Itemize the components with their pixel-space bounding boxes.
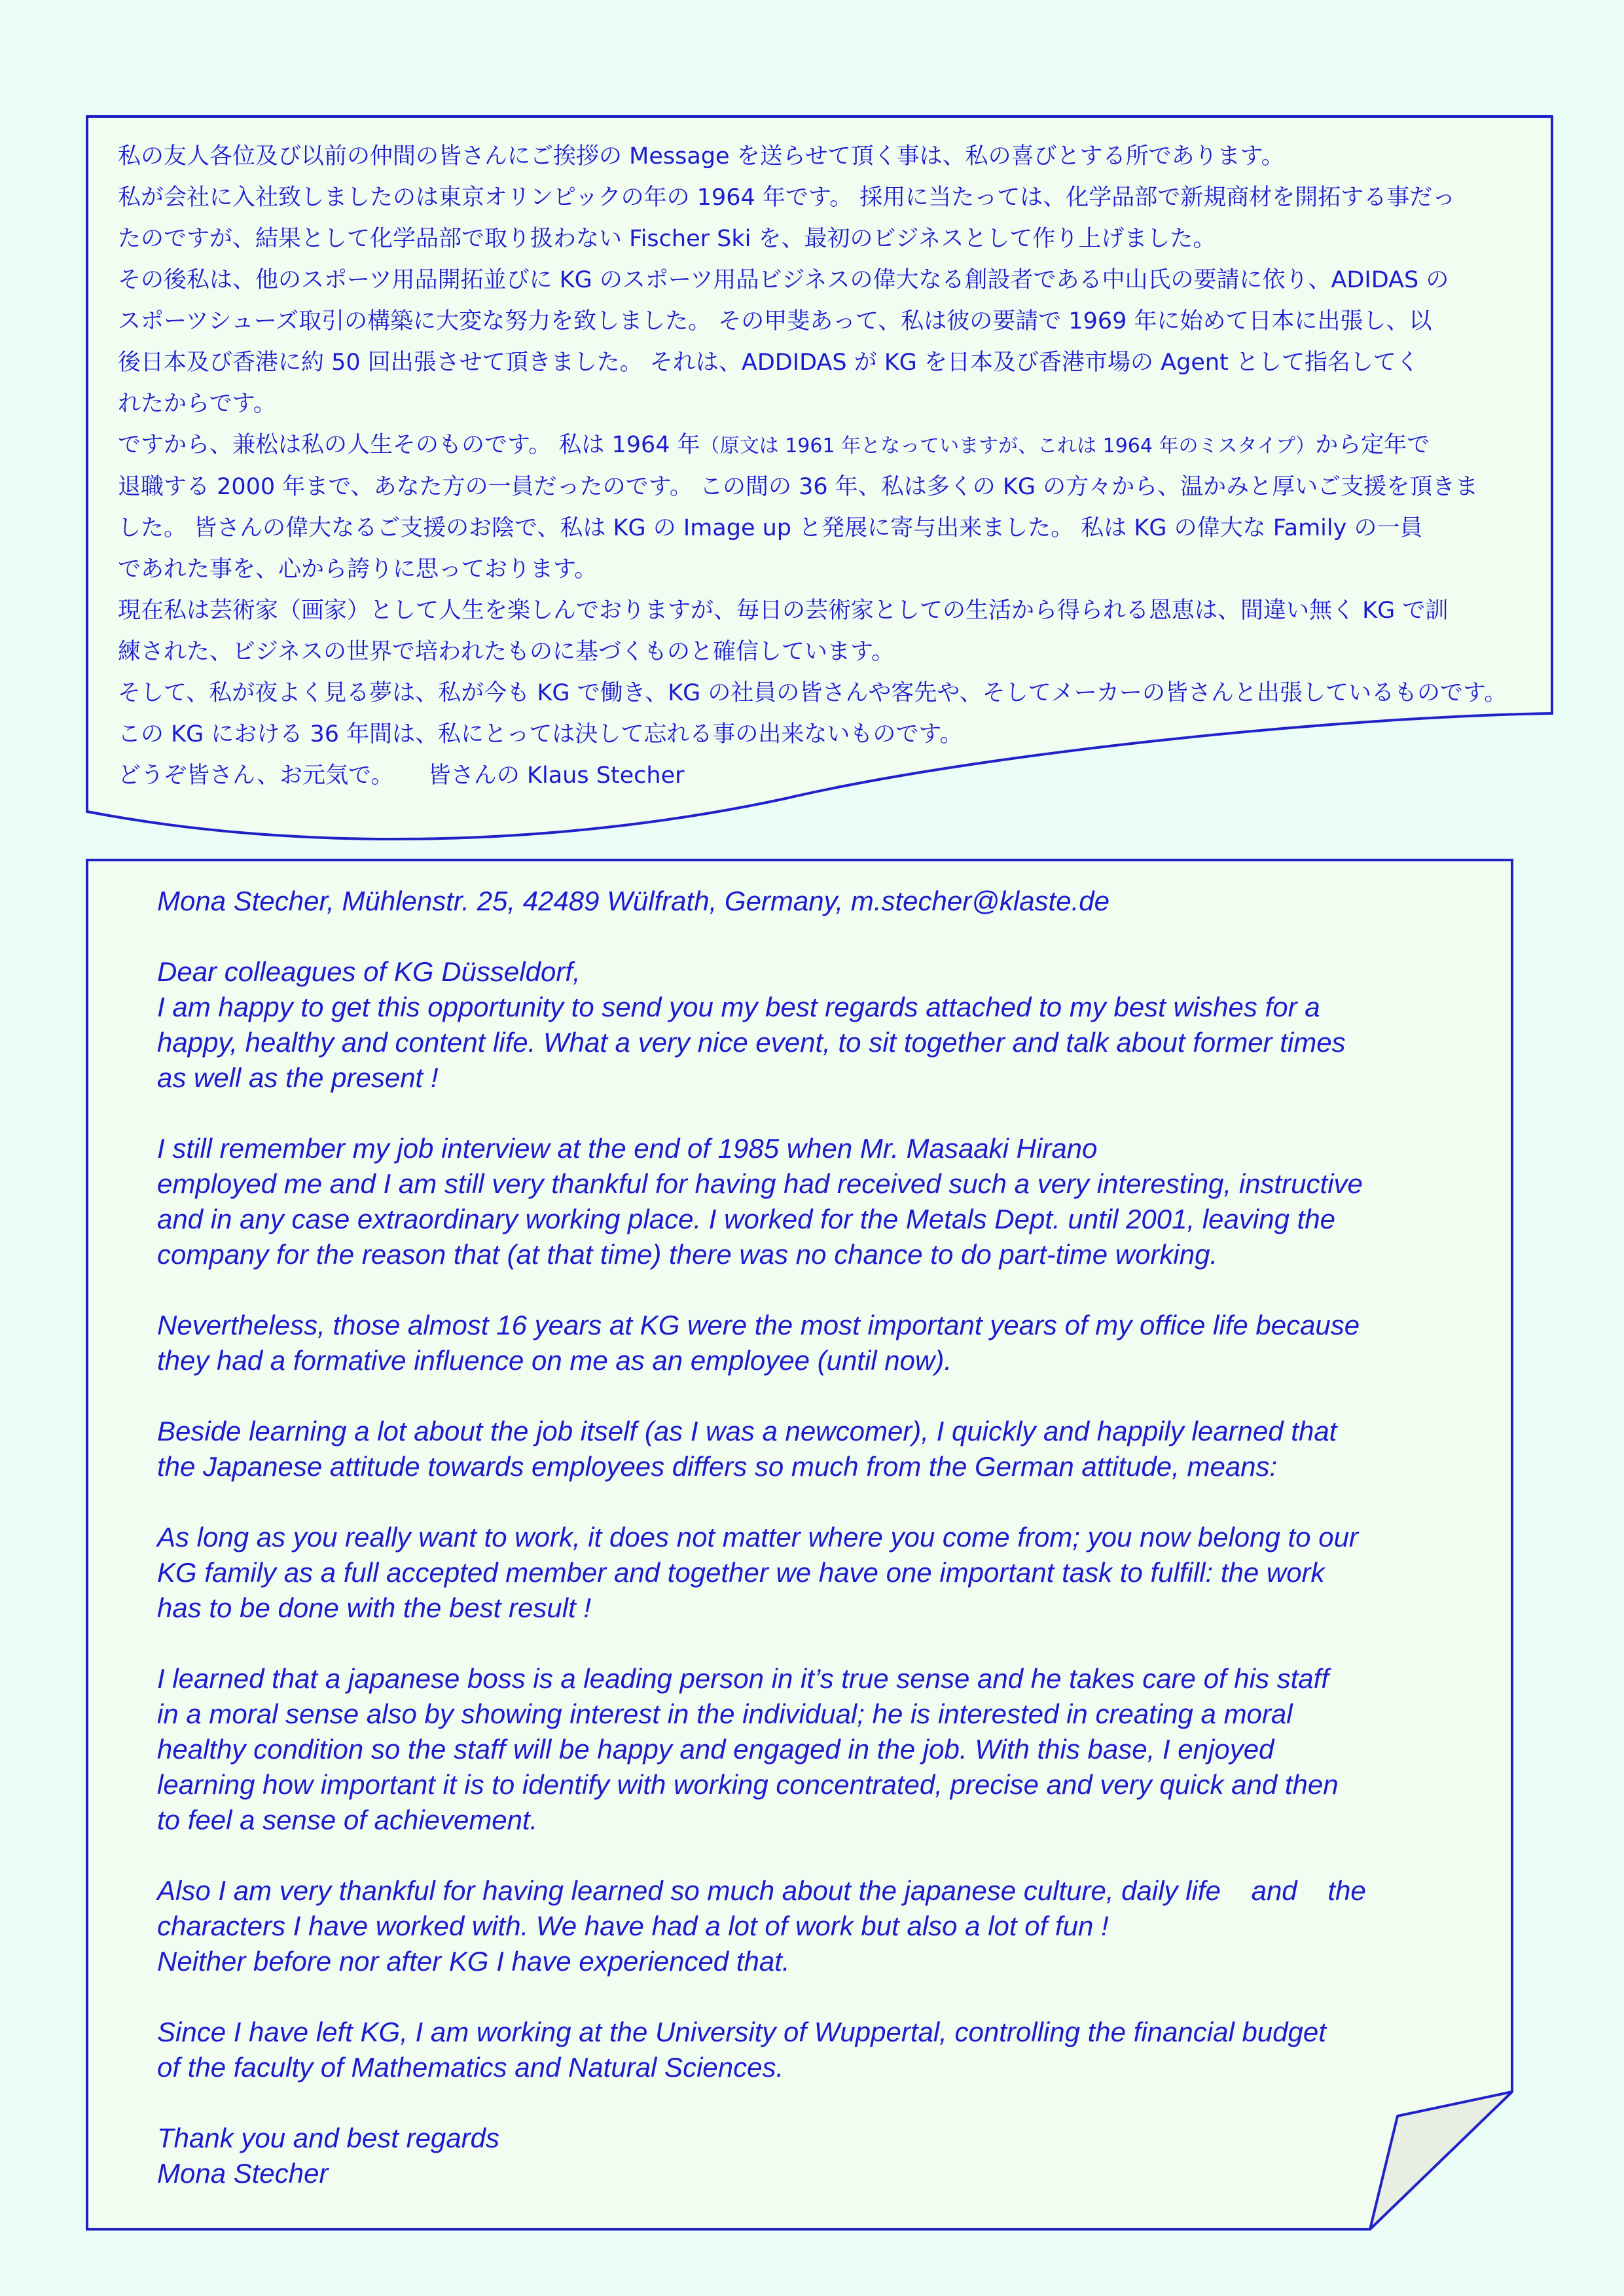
jp-line: たのですが、結果として化学品部で取り扱わない Fischer Ski を、最初のビジネスとして作り上げました。 <box>118 226 1216 252</box>
letter-line: employed me and I am still very thankful for having had received such a very interesting, instructive <box>157 1168 1363 1199</box>
jp-correction-note: （原文は 1961 年となっていますが、これは 1964 年のミスタイプ） <box>700 435 1316 457</box>
jp-line-part: から定年で <box>1315 432 1430 458</box>
paragraph-gap <box>157 1484 1466 1520</box>
jp-line <box>118 425 1519 467</box>
jp-line: 現在私は芸術家（画家）として人生を楽しんでおりますが、毎日の芸術家としての生活から得られる恩恵は、間違い無く KG で訓 <box>118 598 1449 624</box>
letter-line: company for the reason that (at that time) there was no chance to do part-time working. <box>157 1239 1218 1270</box>
jp-line: 後日本及び香港に約 50 回出張させて頂きました。 それは、ADDIDAS が KG を日本及び香港市場の Agent として指名してく <box>118 350 1419 376</box>
letter-line: Since I have left KG, I am working at the University of Wuppertal, controlling the financial budget <box>157 2017 1326 2047</box>
letter-line: healthy condition so the staff will be happy and engaged in the job. With this base, I enjoyed <box>157 1734 1274 1765</box>
letter-line: I am happy to get this opportunity to send you my best regards attached to my best wishes for a <box>157 992 1320 1022</box>
letter-line: has to be done with the best result ! <box>157 1592 592 1623</box>
letter-line: and in any case extraordinary working place. I worked for the Metals Dept. until 2001, leaving the <box>157 1204 1335 1234</box>
letter-line: to feel a sense of achievement. <box>157 1804 538 1835</box>
letter-line: characters I have worked with. We have had a lot of work but also a lot of fun ! <box>157 1910 1109 1941</box>
letter-line: I learned that a japanese boss is a leading person in it’s true sense and he takes care of his staff <box>157 1663 1329 1694</box>
signature-name: Mona Stecher <box>157 2158 329 2189</box>
jp-line: その後私は、他のスポーツ用品開拓並びに KG のスポーツ用品ビジネスの偉大なる創設者である中山氏の要請に依り、ADIDAS の <box>118 267 1449 293</box>
letter-line: Neither before nor after KG I have experienced that. <box>157 1946 790 1977</box>
paragraph-gap <box>157 1626 1466 1661</box>
salutation: Dear colleagues of KG Düsseldorf, <box>157 956 581 987</box>
jp-line: スポーツシューズ取引の構築に大変な努力を致しました。 その甲斐あって、私は彼の要請で 1969 年に始めて日本に出張し、以 <box>118 308 1432 334</box>
jp-line: 退職する 2000 年まで、あなた方の一員だったのです。 この間の 36 年、私は多くの KG の方々から、温かみと厚いご支援を頂きま <box>118 474 1479 500</box>
jp-signature: どうぞ皆さん、お元気で。 皆さんの Klaus Stecher <box>118 762 685 789</box>
letter-line: Nevertheless, those almost 16 years at KG were the most important years of my office life because <box>157 1310 1360 1340</box>
letter-line: learning how important it is to identify with working concentrated, precise and very quick and then <box>157 1769 1339 1800</box>
paragraph-gap <box>157 2085 1466 2121</box>
letter-line: Also I am very thankful for having learned so much about the japanese culture, daily life and the <box>157 1875 1366 1906</box>
paragraph-gap <box>157 1096 1466 1131</box>
letter-line: happy, healthy and content life. What a very nice event, to sit together and talk about former times <box>157 1027 1346 1058</box>
jp-line: そして、私が夜よく見る夢は、私が今も KG で働き、KG の社員の皆さんや客先や、そしてメーカーの皆さんと出張しているものです。 <box>118 680 1507 706</box>
letter-line: the Japanese attitude towards employees differs so much from the German attitude, means: <box>157 1451 1278 1482</box>
jp-line: この KG における 36 年間は、私にとっては決して忘れる事の出来ないものです。 <box>118 721 963 747</box>
jp-line: れたからです。 <box>118 391 276 417</box>
jp-line: であれた事を、心から誇りに思っております。 <box>118 556 598 583</box>
closing: Thank you and best regards <box>157 2123 499 2153</box>
japanese-message <box>118 136 1519 797</box>
jp-line: 私の友人各位及び以前の仲間の皆さんにご挨拶の Message を送らせて頂く事は、私の喜びとする所であります。 <box>118 143 1284 170</box>
letter-line: they had a formative influence on me as an employee (until now). <box>157 1345 952 1376</box>
jp-line: した。 皆さんの偉大なるご支援のお陰で、私は KG の Image up と発展に寄与出来ました。 私は KG の偉大な Family の一員 <box>118 515 1423 541</box>
jp-line: 練された、ビジネスの世界で培われたものに基づくものと確信しています。 <box>118 639 895 665</box>
letter-line: of the faculty of Mathematics and Natural Sciences. <box>157 2052 784 2083</box>
letter-line: in a moral sense also by showing interest in the individual; he is interested in creating a moral <box>157 1698 1293 1729</box>
paragraph-gap <box>157 1979 1466 2015</box>
paragraph-gap <box>157 919 1466 954</box>
jp-line: 私が会社に入社致しましたのは東京オリンピックの年の 1964 年です。 採用に当たっては、化学品部で新規商材を開拓する事だっ <box>118 185 1456 211</box>
letter-line: as well as the present ! <box>157 1062 439 1093</box>
paragraph-gap <box>157 1378 1466 1414</box>
letter-line: Beside learning a lot about the job itself (as I was a newcomer), I quickly and happily learned that <box>157 1416 1337 1446</box>
jp-line-part: ですから、兼松は私の人生そのものです。 私は 1964 年 <box>118 432 700 458</box>
letter-line: As long as you really want to work, it does not matter where you come from; you now belong to our <box>157 1522 1358 1552</box>
english-letter <box>157 884 1466 2191</box>
sender-address: Mona Stecher, Mühlenstr. 25, 42489 Wülfrath, Germany, m.stecher@klaste.de <box>157 886 1110 916</box>
letter-line: I still remember my job interview at the end of 1985 when Mr. Masaaki Hirano <box>157 1133 1098 1164</box>
paragraph-gap <box>157 1838 1466 1873</box>
letter-line: KG family as a full accepted member and together we have one important task to fulfill: the work <box>157 1557 1325 1588</box>
paragraph-gap <box>157 1272 1466 1308</box>
